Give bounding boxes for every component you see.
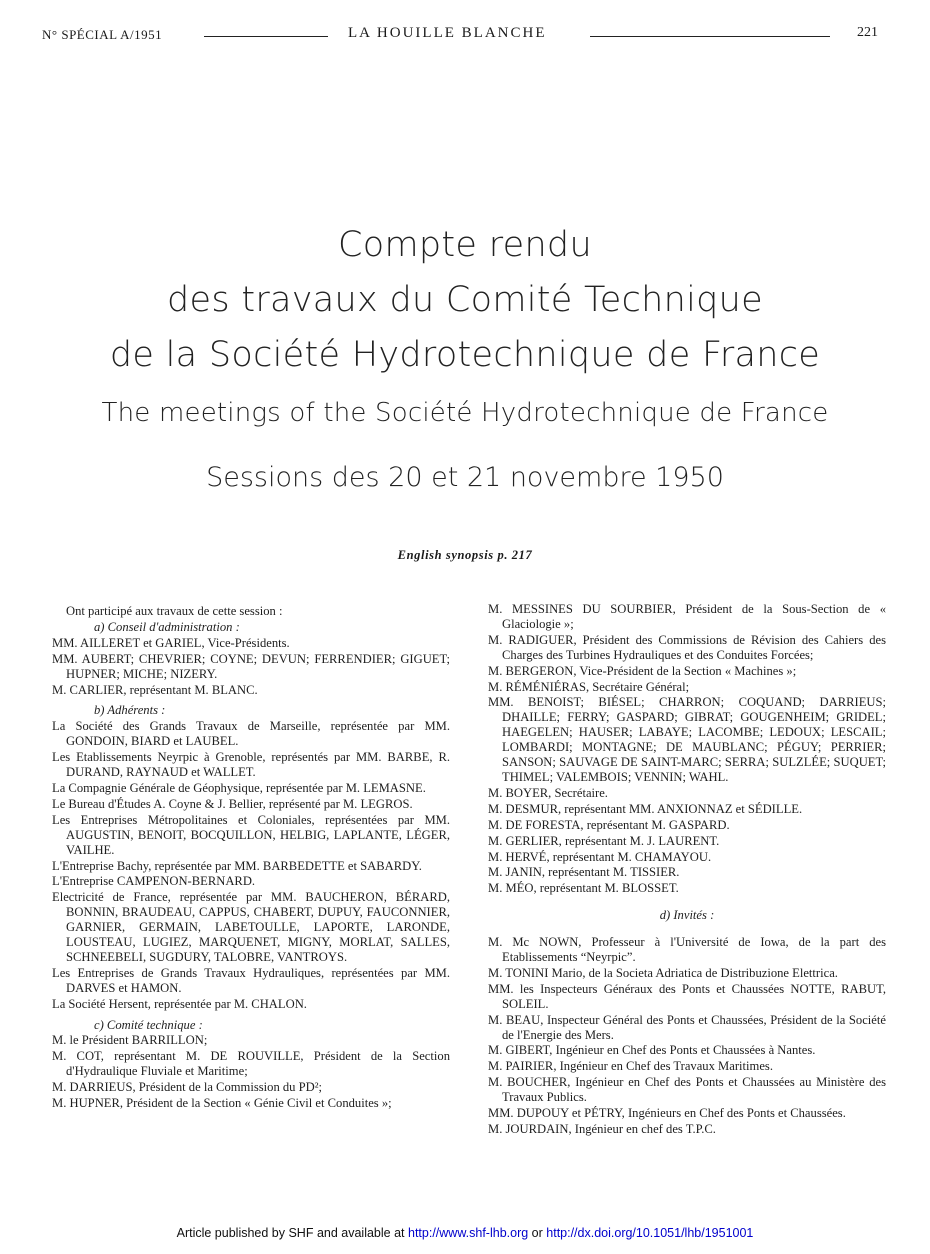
participant-entry: M. RADIGUER, Président des Commissions de Révision des Cahiers des Charges des Turbines Hydrauliques et des Conduites Forcées; — [488, 632, 886, 662]
participant-entry: M. GIBERT, Ingénieur en Chef des Ponts et Chaussées à Nantes. — [488, 1043, 816, 1058]
participant-entry: M. DE FORESTA, représentant M. GASPARD. — [488, 817, 730, 832]
section-c-heading: c) Comité technique : — [94, 1017, 203, 1032]
section-b-heading: b) Adhérents : — [94, 703, 166, 718]
section-c-list — [52, 1033, 450, 1111]
running-header — [42, 24, 878, 44]
participant-entry: M. BEAU, Inspecteur Général des Ponts et Chaussées, Président de la Société de l'Energie des Mers. — [488, 1012, 886, 1042]
participant-entry: La Compagnie Générale de Géophysique, représentée par M. LEMASNE. — [52, 780, 426, 795]
footer-link-shf[interactable]: http://www.shf-lhb.org — [408, 1226, 529, 1240]
section-a-heading: a) Conseil d'administration : — [94, 619, 240, 634]
participant-entry: Electricité de France, représentée par MM. BAUCHERON, BÉRARD, BONNIN, BRAUDEAU, CAPPUS, CHABERT, DUPUY, FAUCONNIER, GARNIER, GERMAIN, LABETOULLE, LAPORTE, LARONDE, LOUSTEAU, LUGIEZ, MARQUENET, MIGNY, MORLAT, SALLES, SCHNEEBELI, SUGDURY, TALOBRE, VANTROYS. — [52, 890, 450, 964]
section-a-list — [52, 636, 450, 698]
header-rule-left — [204, 36, 328, 37]
english-synopsis-note: English synopsis p. 217 — [397, 548, 533, 562]
footer-middle: or — [528, 1226, 547, 1240]
english-title: The meetings of the Société Hydrotechnique de France — [101, 398, 829, 428]
title-line-2: des travaux du Comité Technique — [167, 280, 763, 320]
participant-entry: MM. AILLERET et GARIEL, Vice-Présidents. — [52, 635, 290, 650]
section-d-list — [488, 935, 886, 1137]
participant-entry: L'Entreprise CAMPENON-BERNARD. — [52, 874, 256, 889]
participant-entry: MM. AUBERT; CHEVRIER; COYNE; DEVUN; FERRENDIER; GIGUET; HUPNER; MICHE; NIZERY. — [52, 651, 450, 681]
participant-entry: M. RÉMÉNIÉRAS, Secrétaire Général; — [488, 679, 690, 694]
section-b-list — [52, 719, 450, 1011]
participant-entry: MM. BENOIST; BIÉSEL; CHARRON; COQUAND; DARRIEUS; DHAILLE; FERRY; GASPARD; GIBRAT; GOUGENHEIM; GRIDEL; HAEGELEN; HAUSER; LABAYE; LACOMBE; LEDOUX; LESCAIL; LOMBARDI; MONTAGNE; DE MAUBLANC; PÉGUY; PERRIER; SANSON; SAUVAGE DE SAINT-MARC; SERRA; SULZLÉE; SUQUET; THIMEL; VALEMBOIS; VENNIN; WAHL. — [488, 695, 886, 784]
participant-entry: La Société Hersent, représentée par M. CHALON. — [52, 996, 307, 1011]
participant-entry: L'Entreprise Bachy, représentée par MM. BARBEDETTE et SABARDY. — [52, 858, 422, 873]
participant-entry: M. HERVÉ, représentant M. CHAMAYOU. — [488, 849, 712, 864]
participant-entry: M. JOURDAIN, Ingénieur en chef des T.P.C. — [488, 1122, 716, 1136]
participant-entry: La Société des Grands Travaux de Marseille, représentée par MM. GONDOIN, BIARD et LAUBEL. — [52, 719, 450, 749]
participant-entry: MM. les Inspecteurs Généraux des Ponts et Chaussées NOTTE, RABUT, SOLEIL. — [488, 981, 886, 1011]
footer-link-doi[interactable]: http://dx.doi.org/10.1051/lhb/1951001 — [546, 1226, 754, 1240]
participant-entry: M. BOYER, Secrétaire. — [488, 785, 608, 800]
section-c-list-continued — [488, 602, 886, 896]
page-number: 221 — [857, 25, 878, 40]
participant-entry: M. DESMUR, représentant MM. ANXIONNAZ et SÉDILLE. — [488, 801, 803, 816]
sessions-date: Sessions des 20 et 21 novembre 1950 — [206, 462, 724, 493]
participant-entry: Les Etablissements Neyrpic à Grenoble, représentés par MM. BARBE, R. DURAND, RAYNAUD et WALLET. — [52, 750, 450, 780]
participant-entry: M. le Président BARRILLON; — [52, 1033, 208, 1048]
left-column — [52, 604, 450, 1112]
participant-entry: M. HUPNER, Président de la Section « Génie Civil et Conduites »; — [52, 1096, 392, 1111]
participant-entry: Les Entreprises Métropolitaines et Coloniales, représentées par MM. AUGUSTIN, BENOIT, BOCQUILLON, HELBIG, LAPLANTE, LÉGER, VAILHE. — [52, 812, 450, 857]
journal-name: LA HOUILLE BLANCHE — [348, 25, 547, 41]
title-line-3: de la Société Hydrotechnique de France — [109, 335, 821, 375]
participant-entry: MM. DUPOUY et PÉTRY, Ingénieurs en Chef des Ponts et Chaussées. — [488, 1106, 846, 1121]
participant-entry: M. PAIRIER, Ingénieur en Chef des Travaux Maritimes. — [488, 1059, 773, 1074]
issue-label: N° SPÉCIAL A/1951 — [42, 27, 163, 42]
footer — [0, 1226, 930, 1240]
participant-entry: Les Entreprises de Grands Travaux Hydrauliques, représentées par MM. DARVES et HAMON. — [52, 965, 450, 995]
participant-entry: Le Bureau d'Études A. Coyne & J. Bellier, représenté par M. LEGROS. — [52, 796, 413, 811]
participant-entry: M. TONINI Mario, de la Societa Adriatica de Distribuzione Elettrica. — [488, 965, 838, 980]
participant-entry: M. MESSINES DU SOURBIER, Président de la Sous-Section de « Glaciologie »; — [488, 602, 886, 631]
intro-text: Ont participé aux travaux de cette session : — [66, 604, 283, 618]
right-column — [488, 602, 886, 1138]
footer-prefix: Article published by SHF and available at — [176, 1226, 408, 1240]
title-line-1: Compte rendu — [338, 225, 592, 265]
header-rule-right — [590, 36, 830, 37]
title-block — [0, 218, 930, 497]
participant-entry: M. BERGERON, Vice-Président de la Section « Machines »; — [488, 663, 797, 678]
participant-entry: M. COT, représentant M. DE ROUVILLE, Président de la Section d'Hydraulique Fluviale et Maritime; — [52, 1049, 450, 1079]
participant-entry: M. Mc NOWN, Professeur à l'Université de Iowa, de la part des Etablissements “Neyrpic”. — [488, 935, 886, 965]
participant-entry: M. BOUCHER, Ingénieur en Chef des Ponts et Chaussées au Ministère des Travaux Publics. — [488, 1075, 886, 1105]
section-d-heading: d) Invités : — [659, 908, 715, 923]
participant-entry: M. CARLIER, représentant M. BLANC. — [52, 682, 258, 697]
participant-entry: M. MÉO, représentant M. BLOSSET. — [488, 881, 679, 896]
participant-entry: M. GERLIER, représentant M. J. LAURENT. — [488, 833, 720, 848]
participant-entry: M. DARRIEUS, Président de la Commission du PD²; — [52, 1080, 323, 1095]
participant-entry: M. JANIN, représentant M. TISSIER. — [488, 865, 680, 880]
